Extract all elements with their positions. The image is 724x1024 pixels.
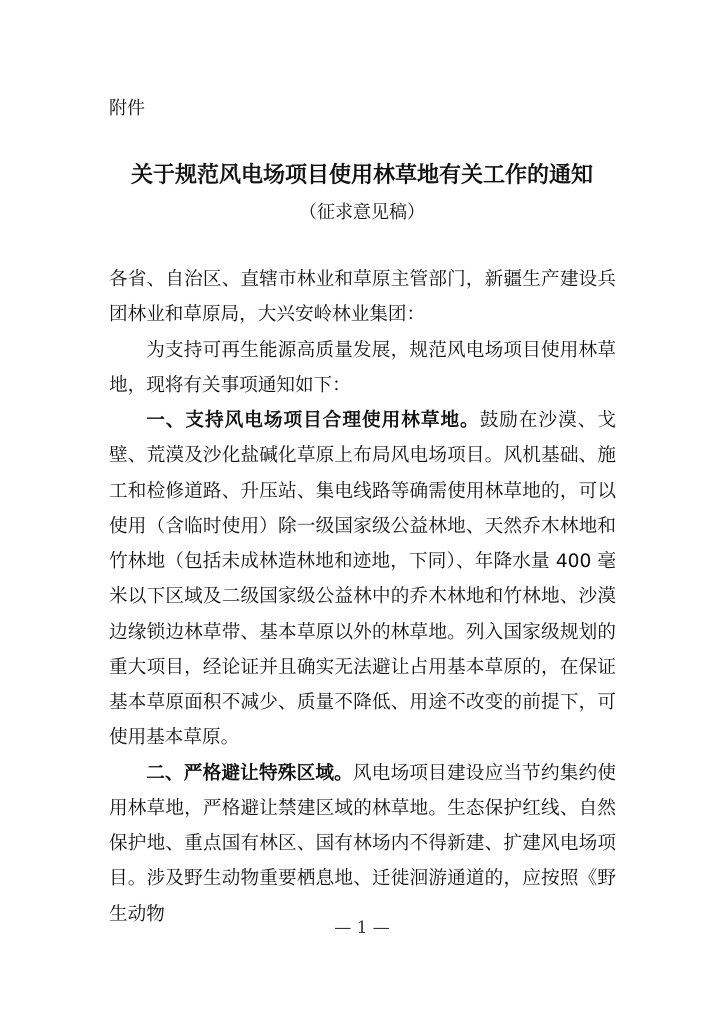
section-heading-2: 二、严格避让特殊区域。: [146, 762, 353, 784]
section-heading-1: 一、支持风电场项目合理使用林草地。: [146, 410, 480, 431]
document-title: 关于规范风电场项目使用林草地有关工作的通知: [130, 162, 593, 188]
document-body: [109, 262, 616, 932]
intro-paragraph: 为支持可再生能源高质量发展，规范风电场项目使用林草地，现将有关事项通知如下：: [109, 339, 616, 396]
document-subtitle: （征求意见稿）: [299, 202, 425, 223]
section-text-1: 鼓励在沙漠、戈壁、荒漠及沙化盐碱化草原上布局风电场项目。风机基础、施工和检修道路、升压站、集电线路等确需使用林草地的，可以使用（含临时使用）除一级国家级公益林地、天然乔木林地和竹林地（包括未成林造林地和迹地，下同）、年降水量 400 毫米以下区域及二级国家级公益林中的乔木林地和竹林地、沙漠边缘锁边林草带、基本草原以外的林草地。列入国家级规划的重大项目，经论证并且确实无法避让占用基本草原的，在保证基本草原面积不减少、质量不降低、用途不改变的前提下，可使用基本草原。: [109, 410, 616, 749]
section-text-2: 风电场项目建设应当节约集约使用林草地，严格避让禁建区域的林草地。生态保护红线、自然保护地、重点国有林区、国有林场内不得新建、扩建风电场项目。涉及野生动物重要栖息地、迁徙洄游通道的，应按照《野生动物: [109, 762, 616, 925]
attachment-label: 附件: [109, 98, 145, 119]
page-number: — 1 —: [334, 918, 390, 938]
section-paragraph-1: [109, 403, 616, 756]
salutation: 各省、自治区、直辖市林业和草原主管部门，新疆生产建设兵团林业和草原局，大兴安岭林业集团：: [109, 269, 616, 326]
section-paragraph-2: [109, 756, 616, 932]
